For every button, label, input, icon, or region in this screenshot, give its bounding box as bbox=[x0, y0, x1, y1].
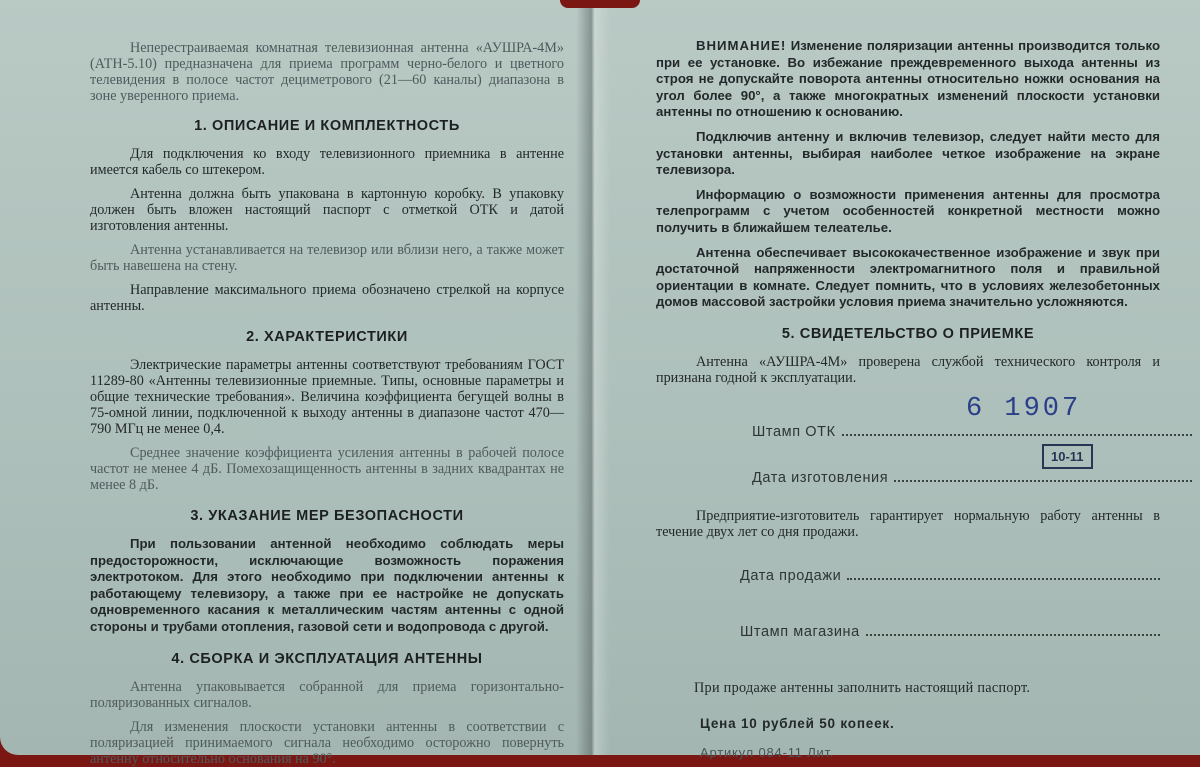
section-1-paragraph-2: Антенна должна быть упакована в картонную коробку. В упаковку должен быть вложен настоящий паспорт с отметкой ОТК и датой изготовления антенны. bbox=[90, 186, 564, 234]
warranty-paragraph: Предприятие-изготовитель гарантирует нормальную работу антенны в течение двух лет со дня продажи. bbox=[656, 507, 1160, 540]
intro-paragraph: Неперестраиваемая комнатная телевизионная антенна «АУШРА-4М» (АТН-5.10) предназначена для приема программ черно-белого и цветного телевидения в полосе частот дециметрового (21—60 каналы) диапазона в зоне уверенного приема. bbox=[90, 40, 564, 104]
section-3-title: 3. УКАЗАНИЕ МЕР БЕЗОПАСНОСТИ bbox=[190, 508, 464, 524]
sale-date-field bbox=[740, 568, 1160, 584]
shop-stamp-label: Штамп магазина bbox=[740, 623, 860, 640]
sale-note: При продаже антенны заполнить настоящий паспорт. bbox=[694, 679, 1031, 696]
manufacture-date-label: Дата изготовления bbox=[752, 469, 889, 486]
section-1-paragraph-4: Направление максимального приема обозначено стрелкой на корпусе антенны. bbox=[90, 282, 564, 314]
left-page bbox=[0, 0, 592, 767]
shop-stamp-line[interactable] bbox=[866, 633, 1160, 636]
section-3-paragraph-1: При пользовании антенной необходимо соблюдать меры предосторожности, исключающие возможность поражения электротоком. Для этого необходимо при подключении антенны к работающему телевизору, а также при ее настройке не допускать одновременного касания к металлическим частям антенны с одной стороны и трубами отопления, газовой сети и водопровода с другой. bbox=[90, 536, 564, 634]
background-corner bbox=[560, 0, 640, 8]
otk-block bbox=[656, 386, 1160, 498]
stamp-date: 6 1907 bbox=[966, 393, 1082, 424]
article-line: Артикул 084-11 Лит. bbox=[700, 744, 835, 760]
attention-word: ВНИМАНИЕ! bbox=[696, 38, 787, 53]
section-2-paragraph-1: Электрические параметры антенны соответствуют требованиям ГОСТ 11289-80 «Антенны телевизионные приемные. Типы, основные параметры и общие технические требования». Величина коэффициента бегущей волны в 75-омной линии, подключенной к выходу антенны в диапазоне частот 470—790 МГц не менее 0,4. bbox=[90, 357, 564, 437]
section-5-paragraph: Антенна «АУШРА-4М» проверена службой технического контроля и признана годной к эксплуатации. bbox=[656, 353, 1160, 386]
otk-stamp-field bbox=[752, 424, 1192, 440]
attention-text: Изменение поляризации антенны производится только при ее установке. Во избежание преждевременного выхода антенны из строя не допускайте поворота антенны относительно ножки основания на угол более 90°, а также многократных изменений плоскости установки антенны по отношению к основанию. bbox=[656, 38, 1160, 120]
quality-paragraph: Антенна обеспечивает высококачественное изображение и звук при достаточной напряженности электромагнитного поля и правильной ориентации в комнате. Следует помнить, что в условиях железобетонных домов массовой застройки условия приема значительно усложняются. bbox=[656, 244, 1160, 310]
section-2-title: 2. ХАРАКТЕРИСТИКИ bbox=[246, 329, 408, 345]
section-2-paragraph-2: Среднее значение коэффициента усиления антенны в рабочей полосе частот не менее 4 дБ. Помехозащищенность антенны в задних квадрантах не менее 8 дБ. bbox=[90, 445, 564, 493]
otk-stamp-label: Штамп ОТК bbox=[752, 423, 836, 440]
attention-paragraph bbox=[656, 38, 1160, 121]
section-4-paragraph-1: Антенна упаковывается собранной для приема горизонтально-поляризованных сигналов. bbox=[90, 678, 564, 711]
teleprogram-paragraph: Информацию о возможности применения антенны для просмотра телепрограмм с учетом особенностей конкретной местности можно получить в ближайшем телеателье. bbox=[656, 186, 1160, 235]
section-4-paragraph-2: Для изменения плоскости установки антенны в соответствии с поляризацией принимаемого сигнала необходимо осторожно повернуть антенну относительно основания на 90°. bbox=[90, 718, 564, 767]
shop-stamp-field bbox=[740, 624, 1160, 640]
manufacture-date-field bbox=[752, 470, 1192, 486]
sale-date-line[interactable] bbox=[847, 577, 1160, 580]
otk-stamp-line[interactable] bbox=[842, 433, 1192, 436]
placement-paragraph: Подключив антенну и включив телевизор, следует найти место для установки антенны, выбирая наиболее четкое изображение на экране телевизора. bbox=[656, 128, 1160, 178]
section-1-paragraph-1: Для подключения ко входу телевизионного приемника в антенне имеется кабель со штекером. bbox=[90, 146, 564, 178]
section-1-paragraph-3: Антенна устанавливается на телевизор или вблизи него, а также может быть навешена на стену. bbox=[90, 242, 564, 274]
sale-date-label: Дата продажи bbox=[740, 567, 842, 584]
right-page bbox=[592, 0, 1200, 760]
manufacture-date-line[interactable] bbox=[894, 479, 1192, 482]
price-line: Цена 10 рублей 50 копеек. bbox=[700, 715, 895, 731]
section-1-title: 1. ОПИСАНИЕ И КОМПЛЕКТНОСТЬ bbox=[194, 118, 460, 134]
section-5-title: 5. СВИДЕТЕЛЬСТВО О ПРИЕМКЕ bbox=[781, 325, 1035, 342]
section-4-title: 4. СБОРКА И ЭКСПЛУАТАЦИЯ АНТЕННЫ bbox=[171, 650, 483, 667]
batch-stamp-box: 10-11 bbox=[1042, 444, 1093, 469]
